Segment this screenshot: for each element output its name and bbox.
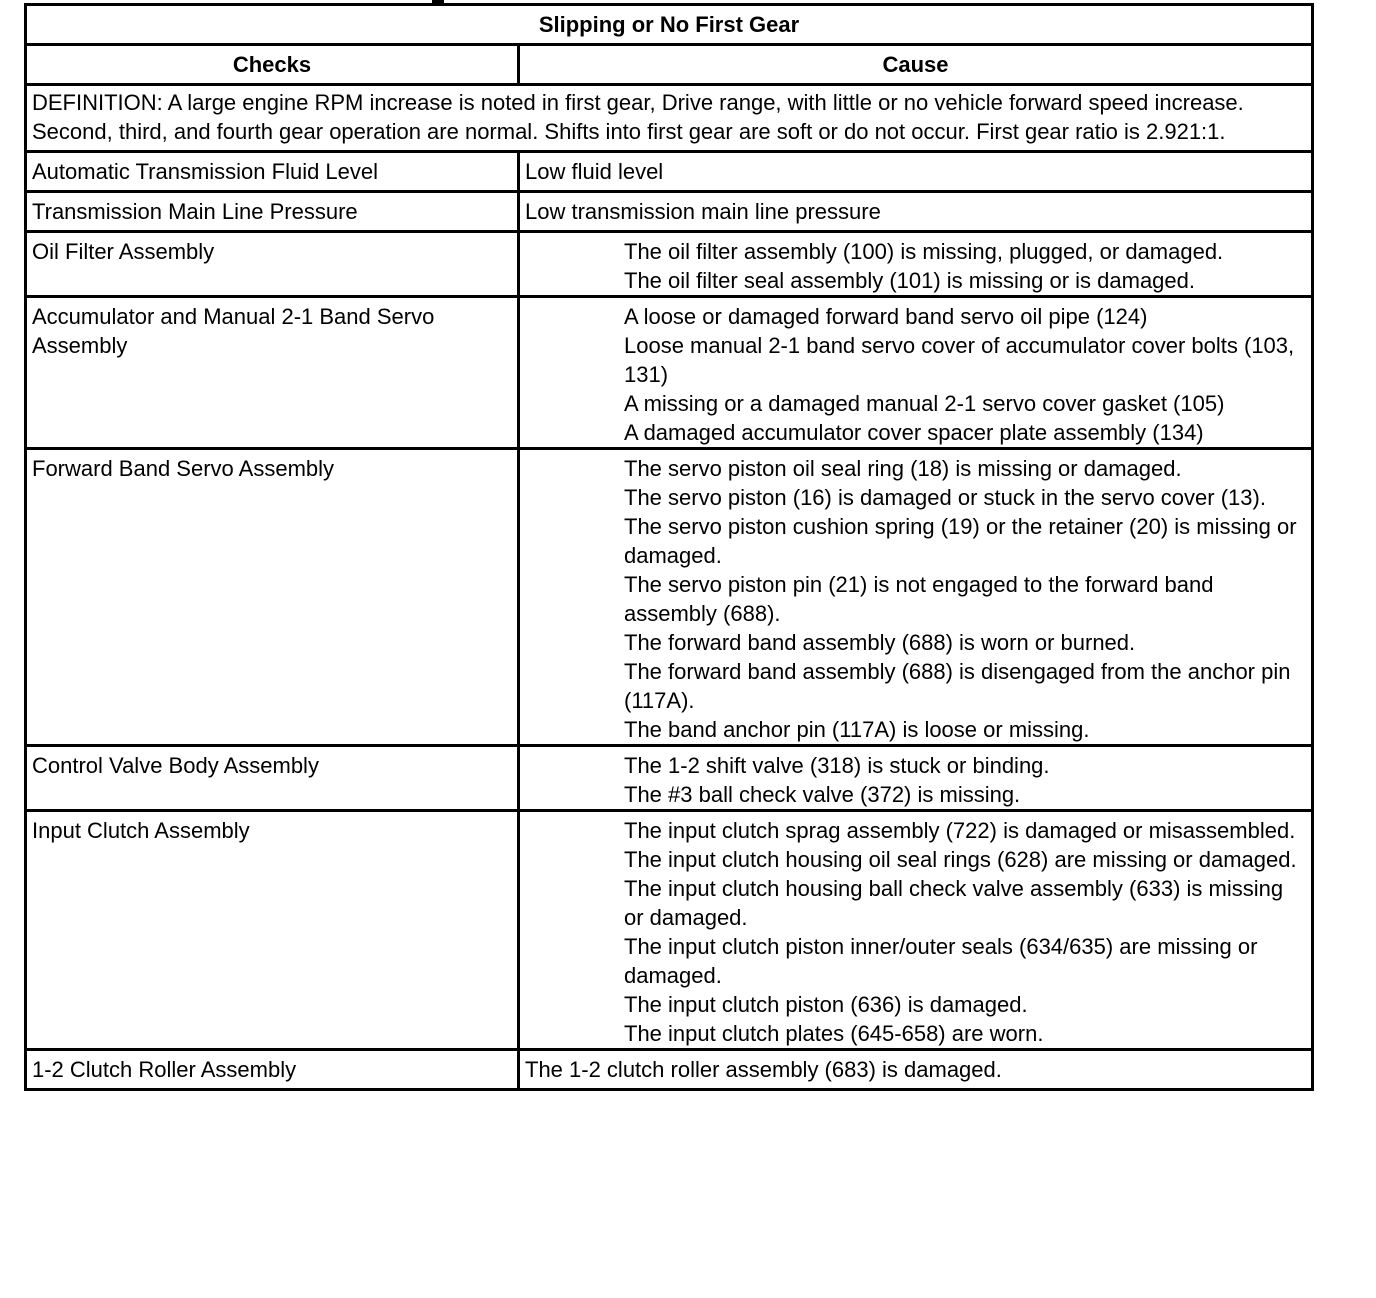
cause-item: The forward band assembly (688) is disengaged from the anchor pin (117A). [624,659,1291,713]
cause-item: The servo piston pin (21) is not engaged to the forward band assembly (688). [624,572,1214,626]
cause-item: Low fluid level [525,159,664,184]
check-cell: Transmission Main Line Pressure [26,192,519,232]
cause-item: The band anchor pin (117A) is loose or missing. [624,717,1090,742]
cause-item: The servo piston cushion spring (19) or the retainer (20) is missing or damaged. [624,514,1297,568]
check-cell: Forward Band Servo Assembly [26,449,519,746]
cause-cell [519,1050,1313,1090]
cause-item: The 1-2 clutch roller assembly (683) is damaged. [525,1057,1002,1082]
table-row [26,449,1313,746]
cause-cell [519,297,1313,449]
check-cell: Automatic Transmission Fluid Level [26,152,519,192]
table-title: Slipping or No First Gear [26,5,1313,45]
cause-item: The input clutch piston inner/outer seals (634/635) are missing or damaged. [624,934,1258,988]
cause-cell [519,746,1313,811]
table-row [26,1050,1313,1090]
cause-cell [519,232,1313,297]
cause-item: The 1-2 shift valve (318) is stuck or binding. [624,753,1050,778]
check-cell: Input Clutch Assembly [26,811,519,1050]
cause-item: A missing or a damaged manual 2-1 servo cover gasket (105) [624,391,1225,416]
cause-item: A damaged accumulator cover spacer plate assembly (134) [624,420,1204,445]
cause-item: The forward band assembly (688) is worn or burned. [624,630,1136,655]
cause-item: The input clutch housing oil seal rings (628) are missing or damaged. [624,847,1297,872]
cause-item: The oil filter seal assembly (101) is missing or is damaged. [624,268,1196,293]
check-cell: 1-2 Clutch Roller Assembly [26,1050,519,1090]
table-row [26,746,1313,811]
cause-item: The input clutch piston (636) is damaged. [624,992,1028,1017]
table-row [26,192,1313,232]
check-cell: Accumulator and Manual 2-1 Band Servo Assembly [26,297,519,449]
cause-item: The oil filter assembly (100) is missing, plugged, or damaged. [624,239,1224,264]
cause-item: Low transmission main line pressure [525,199,881,224]
check-cell: Control Valve Body Assembly [26,746,519,811]
table-row [26,232,1313,297]
cause-cell [519,152,1313,192]
diagnostic-table [24,3,1314,1091]
column-header-checks: Checks [26,45,519,85]
cause-item: The servo piston oil seal ring (18) is missing or damaged. [624,456,1182,481]
cause-item: Loose manual 2-1 band servo cover of accumulator cover bolts (103, 131) [624,333,1295,387]
column-header-cause: Cause [519,45,1313,85]
cause-cell [519,192,1313,232]
cause-item: The servo piston (16) is damaged or stuck in the servo cover (13). [624,485,1266,510]
check-cell: Oil Filter Assembly [26,232,519,297]
cause-item: The input clutch plates (645-658) are worn. [624,1021,1044,1046]
cause-cell [519,449,1313,746]
table-row [26,297,1313,449]
cause-item: The #3 ball check valve (372) is missing. [624,782,1021,807]
definition-text: DEFINITION: A large engine RPM increase is noted in first gear, Drive range, with little or no vehicle forward speed increase. Second, third, and fourth gear operation are normal. Shifts into first gear are soft or do not occur. First gear ratio is 2.921:1. [26,85,1313,152]
cause-cell [519,811,1313,1050]
cause-item: The input clutch housing ball check valve assembly (633) is missing or damaged. [624,876,1284,930]
cause-item: The input clutch sprag assembly (722) is damaged or misassembled. [624,818,1296,843]
table-row [26,811,1313,1050]
cause-item: A loose or damaged forward band servo oil pipe (124) [624,304,1148,329]
table-row [26,152,1313,192]
